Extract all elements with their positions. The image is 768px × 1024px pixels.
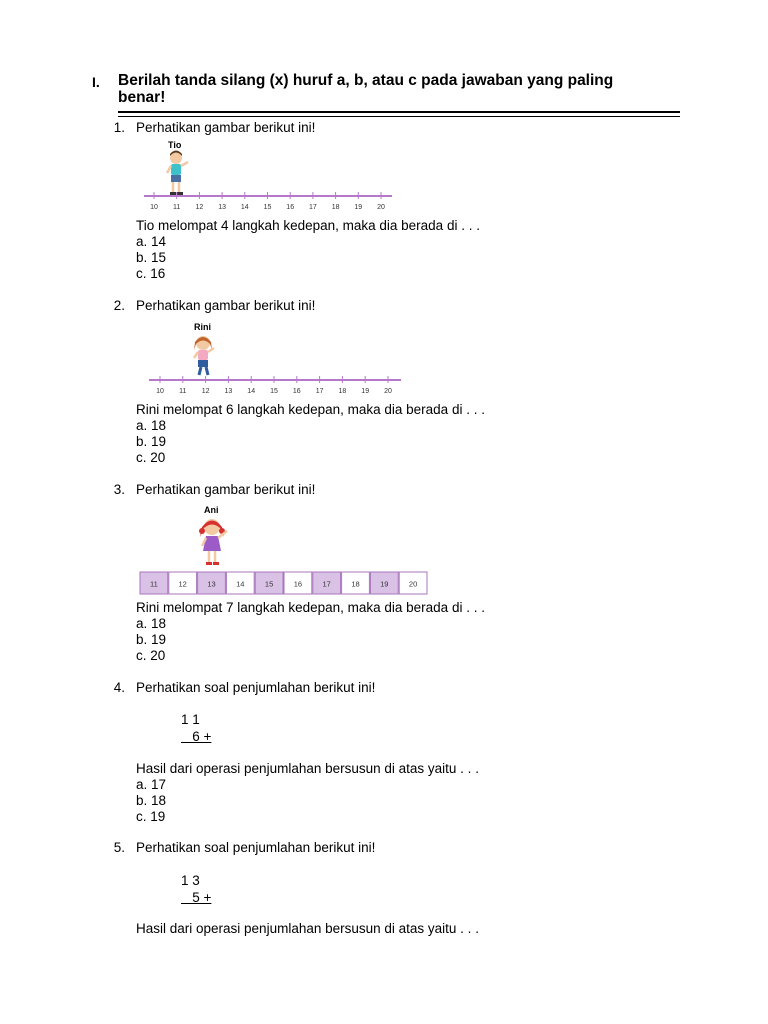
title-rule-thick: [118, 111, 680, 113]
number-line-tick-label: 19: [354, 204, 363, 211]
question-5-number: 5.: [113, 840, 125, 855]
question-2-option-a: a. 18: [136, 418, 167, 433]
number-line-figure-1: [140, 136, 400, 214]
number-line-tick-label: 13: [224, 388, 233, 395]
number-line-tick-label: 20: [384, 388, 392, 395]
number-grid-3: [140, 572, 427, 594]
number-grid-cell-label: 20: [408, 579, 418, 589]
number-line-tick-label: 15: [270, 388, 278, 395]
question-3-option-c: c. 20: [136, 648, 166, 663]
character-name-label: Tio: [168, 140, 182, 150]
question-4-prompt: Perhatikan soal penjumlahan berikut ini!: [136, 680, 376, 695]
number-grid-cell-label: 14: [236, 579, 245, 589]
addition-5-top-number: 1 3: [181, 873, 200, 888]
question-1-option-c: c. 16: [136, 266, 166, 281]
number-grid-cell-label: 17: [322, 579, 331, 589]
number-line-tick-label: 11: [173, 204, 181, 211]
number-line-tick-label: 10: [156, 388, 164, 395]
number-grid-cell-label: 16: [293, 579, 303, 589]
number-line-tick-label: 12: [195, 204, 204, 211]
number-line-tick-label: 16: [292, 388, 301, 395]
section-title: Berilah tanda silang (x) huruf a, b, atau c pada jawaban yang paling benar!: [118, 72, 614, 106]
question-4-option-b: b. 18: [136, 793, 167, 808]
number-line-tick-label: 17: [309, 204, 317, 211]
character-name-label: Rini: [194, 322, 211, 332]
question-3-option-a: a. 18: [136, 616, 167, 631]
question-1-number: 1.: [113, 120, 125, 135]
question-2-number: 2.: [113, 298, 125, 313]
question-1-text: Tio melompat 4 langkah kedepan, maka dia berada di . . .: [136, 218, 480, 233]
question-1-option-b: b. 15: [136, 250, 167, 265]
number-line-tick-label: 20: [377, 204, 385, 211]
number-line-tick-label: 11: [179, 388, 187, 395]
number-grid-cell-label: 15: [264, 579, 274, 589]
question-3-text: Rini melompat 7 langkah kedepan, maka dia berada di . . .: [136, 600, 485, 615]
question-5-prompt: Perhatikan soal penjumlahan berikut ini!: [136, 840, 376, 855]
addition-4-top-number: 1 1: [181, 712, 200, 727]
question-2-text: Rini melompat 6 langkah kedepan, maka dia berada di . . .: [136, 402, 485, 417]
number-grid-cell-label: 18: [351, 579, 360, 589]
addition-4-bottom-number: 6 +: [181, 729, 212, 744]
number-line-tick-label: 18: [331, 204, 340, 211]
number-line-tick-label: 15: [263, 204, 272, 211]
number-line-tick-label: 18: [338, 388, 347, 395]
character-name-label: Ani: [204, 505, 219, 515]
number-line-tick-label: 14: [240, 204, 249, 211]
number-line-tick-label: 16: [286, 204, 295, 211]
question-4-option-c: c. 19: [136, 809, 166, 824]
girl-character-illustration: [194, 336, 214, 375]
number-line-tick-label: 19: [361, 388, 370, 395]
number-grid-cell-label: 19: [380, 579, 389, 589]
question-2-prompt: Perhatikan gambar berikut ini!: [136, 298, 316, 313]
number-grid-cell-label: 12: [178, 579, 187, 589]
number-line-figure-2: [145, 318, 407, 398]
question-3-option-b: b. 19: [136, 632, 167, 647]
question-4-option-a: a. 17: [136, 777, 167, 792]
number-line-2: [149, 376, 401, 395]
number-line-tick-label: 13: [218, 204, 226, 211]
question-2-option-c: c. 20: [136, 450, 166, 465]
number-grid-cell-label: 11: [150, 579, 158, 589]
question-3-number: 3.: [113, 482, 125, 497]
question-2-option-b: b. 19: [136, 434, 167, 449]
number-grid-figure-3: [138, 500, 434, 598]
number-grid-cell-label: 13: [207, 579, 216, 589]
number-line-tick-label: 14: [247, 388, 256, 395]
question-1-prompt: Perhatikan gambar berikut ini!: [136, 120, 316, 135]
number-line-tick-label: 10: [150, 204, 158, 211]
addition-5-bottom-number: 5 +: [181, 890, 212, 905]
question-5-text: Hasil dari operasi penjumlahan bersusun di atas yaitu . . .: [136, 921, 479, 936]
question-4-number: 4.: [113, 680, 125, 695]
question-4-text: Hasil dari operasi penjumlahan bersusun di atas yaitu . . .: [136, 761, 479, 776]
number-line-tick-label: 12: [201, 388, 210, 395]
question-1-option-a: a. 14: [136, 234, 167, 249]
boy-character-illustration: [167, 151, 188, 196]
title-rule-thin: [118, 116, 680, 117]
question-3-prompt: Perhatikan gambar berikut ini!: [136, 482, 316, 497]
section-number: I.: [92, 74, 100, 90]
number-line-tick-label: 17: [315, 388, 324, 395]
girl-ani-character-illustration: [199, 519, 227, 565]
